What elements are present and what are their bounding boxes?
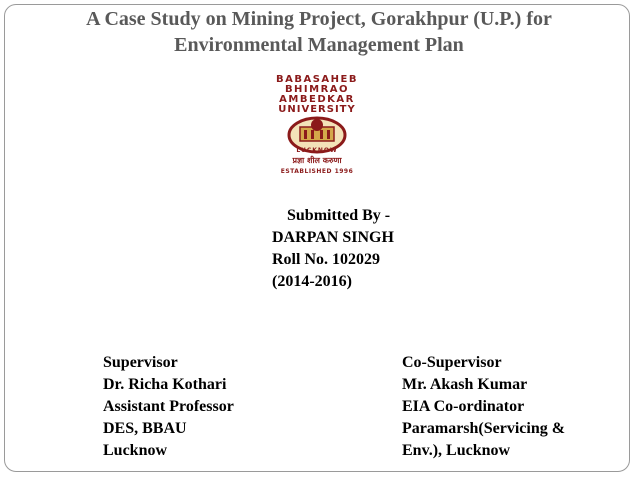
slide-title: [0, 6, 638, 58]
submission-block: [272, 205, 394, 293]
title-line-2: Environmental Management Plan: [174, 34, 464, 56]
supervisor-heading: Supervisor: [103, 354, 178, 371]
emblem-dome-icon: [311, 119, 323, 131]
university-logo: [250, 72, 384, 176]
co-supervisor-org-line-1: Paramarsh(Servicing &: [402, 420, 566, 437]
logo-line-4: UNIVERSITY: [278, 104, 356, 115]
submitted-by-label: Submitted By -: [287, 207, 391, 224]
logo-motto: प्रज्ञा शील करुणा: [292, 156, 342, 165]
supervisor-designation: Assistant Professor: [103, 398, 234, 415]
co-supervisor-designation: EIA Co-ordinator: [402, 398, 525, 415]
supervisor-city: Lucknow: [103, 442, 168, 459]
roll-number: Roll No. 102029: [272, 251, 380, 268]
student-name: DARPAN SINGH: [272, 229, 394, 246]
co-supervisor-block: [402, 352, 565, 462]
supervisor-block: [103, 352, 234, 462]
co-supervisor-name: Mr. Akash Kumar: [402, 376, 528, 393]
logo-city: LUCKNOW: [296, 147, 338, 154]
logo-line-3: AMBEDKAR: [279, 94, 355, 105]
logo-line-1: BABASAHEB: [276, 74, 358, 85]
supervisor-name: Dr. Richa Kothari: [103, 376, 227, 393]
title-line-1: A Case Study on Mining Project, Gorakhpur (U.P.) for: [86, 8, 552, 30]
co-supervisor-org-line-2: Env.), Lucknow: [402, 442, 511, 459]
logo-line-2: BHIMRAO: [284, 84, 350, 95]
supervisor-dept: DES, BBAU: [103, 420, 187, 437]
co-supervisor-heading: Co-Supervisor: [402, 354, 502, 371]
session-years: (2014-2016): [272, 273, 352, 290]
logo-established: ESTABLISHED 1996: [280, 168, 354, 175]
